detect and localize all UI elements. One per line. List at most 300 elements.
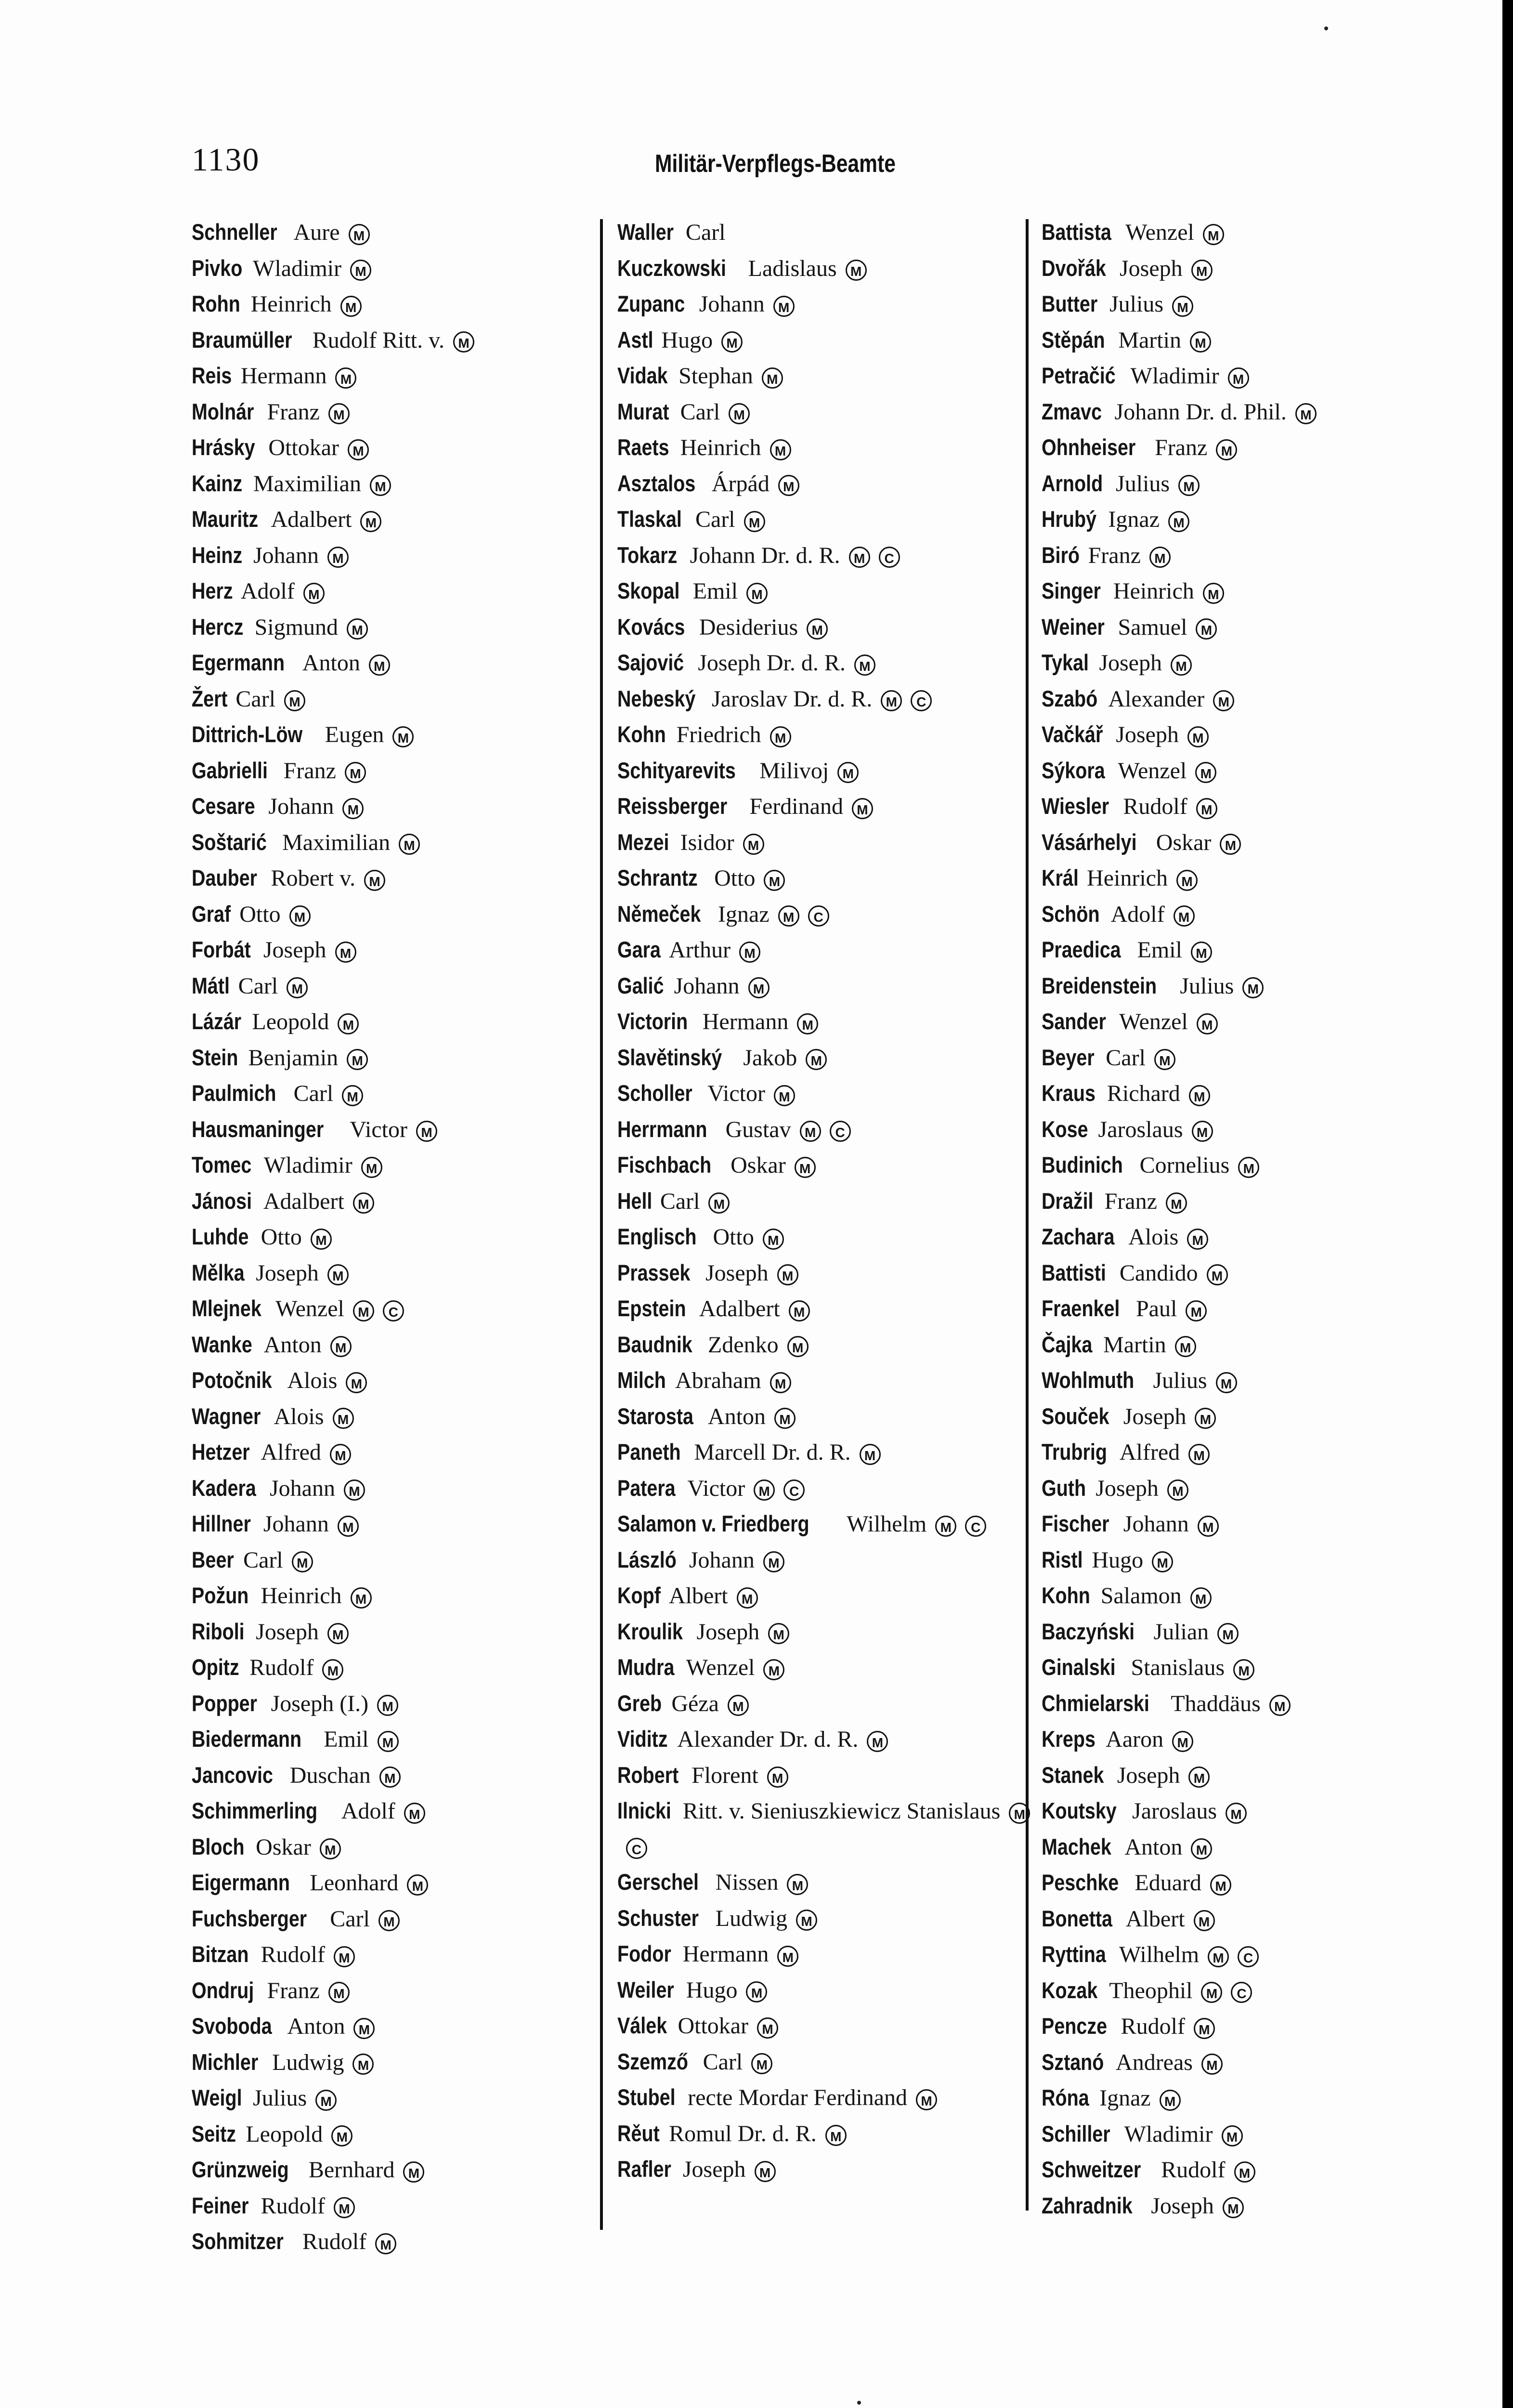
list-item	[192, 1399, 606, 1435]
c-circle-icon: C	[626, 1838, 647, 1859]
m-circle-icon: M	[1174, 905, 1195, 927]
list-item	[1042, 753, 1456, 789]
given-name: Anton	[287, 2014, 345, 2039]
surname: Cesare	[192, 793, 255, 819]
given-name: Ignaz	[718, 901, 770, 927]
given-name: Franz	[283, 758, 336, 784]
m-circle-icon: M	[347, 618, 368, 640]
m-circle-icon: M	[1198, 1516, 1219, 1537]
given-name: Victor	[707, 1081, 765, 1106]
list-item	[1042, 322, 1456, 358]
surname: Kroulik	[617, 1618, 683, 1644]
surname: Peschke	[1042, 1870, 1119, 1895]
m-circle-icon: M	[1197, 1013, 1218, 1034]
surname: Machek	[1042, 1833, 1111, 1859]
list-item	[1042, 788, 1456, 824]
m-circle-icon: M	[860, 1444, 881, 1465]
surname: Fraenkel	[1042, 1296, 1120, 1321]
given-name: Rudolf Ritt. v.	[312, 327, 444, 353]
m-circle-icon: M	[334, 1946, 355, 1967]
surname: Luhde	[192, 1224, 249, 1249]
surname: Viditz	[617, 1726, 668, 1752]
surname: Butter	[1042, 291, 1098, 316]
surname: Dražil	[1042, 1188, 1094, 1214]
m-circle-icon: M	[392, 726, 414, 747]
m-circle-icon: M	[795, 1157, 816, 1178]
given-name: Wenzel	[275, 1296, 344, 1322]
given-name: recte Mordar Ferdinand	[688, 2085, 908, 2110]
surname: Gara	[617, 937, 661, 962]
given-name: Rudolf	[261, 1942, 325, 1967]
list-item	[1042, 394, 1456, 430]
list-item	[1042, 860, 1456, 896]
given-name: Johann	[699, 291, 765, 317]
list-item	[192, 394, 606, 430]
surname: Lázár	[192, 1008, 242, 1034]
given-name: Martin	[1103, 1332, 1166, 1358]
given-name: Emil	[1137, 937, 1182, 963]
surname: Biedermann	[192, 1726, 302, 1752]
m-circle-icon: M	[800, 1121, 821, 1142]
surname: Slavětinský	[617, 1044, 722, 1070]
list-item	[617, 824, 1031, 861]
surname: Ondruj	[192, 1977, 254, 2003]
list-item	[617, 896, 1031, 932]
m-circle-icon: M	[743, 834, 764, 855]
list-item	[1042, 2044, 1456, 2081]
list-item	[617, 1434, 1031, 1470]
list-item	[192, 1614, 606, 1650]
surname: Wohlmuth	[1042, 1367, 1135, 1393]
given-name: Carl	[293, 1081, 334, 1106]
given-name: Adalbert	[699, 1296, 780, 1322]
m-circle-icon: M	[739, 942, 760, 963]
surname: Weiner	[1042, 614, 1105, 640]
surname: Kraus	[1042, 1080, 1096, 1106]
surname: Sýkora	[1042, 757, 1105, 783]
m-circle-icon: M	[1213, 690, 1234, 711]
surname: Vačkář	[1042, 721, 1103, 747]
surname: Bloch	[192, 1833, 245, 1859]
surname: Němeček	[617, 901, 701, 927]
list-item	[1042, 1614, 1456, 1650]
list-item	[1042, 1004, 1456, 1040]
m-circle-icon: M	[737, 1587, 758, 1609]
surname: Graf	[192, 901, 231, 927]
list-item	[1042, 1291, 1456, 1327]
surname: Milch	[617, 1367, 666, 1393]
given-name: Heinrich	[250, 291, 332, 317]
m-circle-icon: M	[1207, 1264, 1228, 1285]
given-name: Joseph	[1099, 650, 1162, 676]
list-item	[192, 2152, 606, 2188]
surname: Englisch	[617, 1224, 697, 1249]
surname: Murat	[617, 398, 669, 424]
m-circle-icon: M	[770, 1372, 791, 1393]
surname: Kozak	[1042, 1977, 1098, 2003]
list-item	[192, 717, 606, 753]
list-item	[192, 214, 606, 250]
m-circle-icon: M	[1187, 726, 1209, 747]
list-item	[617, 1291, 1031, 1327]
list-item	[1042, 1399, 1456, 1435]
given-name: Johann Dr. d. R.	[690, 542, 840, 568]
given-name: Wilhelm	[1119, 1942, 1200, 1967]
m-circle-icon: M	[1201, 2054, 1223, 2075]
list-item	[617, 1075, 1031, 1112]
list-item	[617, 1649, 1031, 1686]
list-item	[1042, 1362, 1456, 1399]
m-circle-icon: M	[1167, 1479, 1188, 1501]
m-circle-icon: M	[1269, 1695, 1291, 1716]
name-column-3	[1042, 214, 1456, 2224]
surname: Zupanc	[617, 291, 685, 316]
m-circle-icon: M	[1195, 762, 1216, 783]
list-item	[192, 681, 606, 717]
given-name: Franz	[267, 399, 320, 425]
list-item	[192, 968, 606, 1004]
surname: Kose	[1042, 1116, 1088, 1142]
given-name: Joseph (I.)	[271, 1690, 369, 1716]
given-name: Joseph	[696, 1619, 760, 1645]
given-name: Joseph Dr. d. R.	[698, 650, 846, 676]
given-name: Joseph	[1123, 1403, 1187, 1429]
list-item	[617, 1542, 1031, 1578]
list-item	[1042, 214, 1456, 250]
surname: Ristl	[1042, 1546, 1083, 1572]
surname: Scholler	[617, 1080, 692, 1106]
given-name: Adalbert	[271, 507, 352, 532]
given-name: Johann	[263, 1511, 329, 1537]
list-item	[192, 250, 606, 287]
given-name: Franz	[267, 1977, 320, 2003]
list-item	[192, 1578, 606, 1614]
surname: Greb	[617, 1690, 662, 1716]
m-circle-icon: M	[404, 1803, 425, 1824]
given-name: Aure	[293, 220, 340, 245]
surname: Čajka	[1042, 1331, 1093, 1357]
surname: Arnold	[1042, 470, 1103, 496]
given-name: Otto	[714, 865, 756, 891]
list-item	[1042, 1829, 1456, 1865]
surname: Weiler	[617, 1976, 674, 2002]
given-name: Rudolf	[1121, 2014, 1185, 2039]
list-item	[1042, 466, 1456, 502]
list-item	[192, 1470, 606, 1506]
given-name: Carl	[695, 507, 735, 532]
list-item	[617, 1900, 1031, 1937]
m-circle-icon: M	[1234, 2161, 1255, 2183]
list-item	[1042, 1327, 1456, 1363]
m-circle-icon: M	[796, 1910, 817, 1931]
surname: Stěpán	[1042, 327, 1105, 353]
surname: Tokarz	[617, 542, 678, 568]
given-name: Johann	[269, 1475, 335, 1501]
given-name: Hugo	[1092, 1547, 1144, 1573]
given-name: Franz	[1088, 542, 1141, 568]
m-circle-icon: M	[347, 1049, 368, 1070]
m-circle-icon: M	[344, 1479, 365, 1501]
surname: Heinz	[192, 542, 243, 568]
list-item	[617, 753, 1031, 789]
surname: Szemző	[617, 2048, 688, 2074]
m-circle-icon: M	[1217, 1623, 1239, 1644]
given-name: Benjamin	[248, 1045, 339, 1071]
surname: Grünzweig	[192, 2157, 289, 2182]
m-circle-icon: M	[729, 403, 750, 424]
surname: Schiller	[1042, 2120, 1110, 2146]
m-circle-icon: M	[777, 1946, 798, 1967]
surname: Stubel	[617, 2084, 676, 2110]
given-name: Carl	[680, 399, 720, 425]
surname: Sohmitzer	[192, 2228, 284, 2254]
given-name: Joseph	[256, 1260, 319, 1286]
m-circle-icon: M	[350, 260, 371, 281]
list-item	[617, 2008, 1031, 2044]
m-circle-icon: M	[340, 296, 362, 317]
m-circle-icon: M	[345, 762, 366, 783]
surname: Beyer	[1042, 1044, 1095, 1070]
surname: Budinich	[1042, 1152, 1123, 1178]
m-circle-icon: M	[416, 1121, 437, 1142]
list-item	[617, 358, 1031, 394]
m-circle-icon: M	[1210, 1874, 1231, 1896]
list-item	[192, 501, 606, 537]
list-item	[617, 1255, 1031, 1291]
given-name: Franz	[1155, 435, 1208, 460]
surname: Paneth	[617, 1439, 681, 1465]
given-name: Ottokar	[678, 2013, 749, 2039]
given-name: Jaroslaus	[1098, 1116, 1183, 1142]
surname: Fischer	[1042, 1511, 1109, 1536]
given-name: Eduard	[1135, 1870, 1201, 1896]
list-item	[617, 1470, 1031, 1506]
m-circle-icon: M	[1238, 1157, 1259, 1178]
given-name: Adolf	[341, 1798, 395, 1824]
surname: Rohn	[192, 291, 240, 316]
surname: Baczyński	[1042, 1618, 1135, 1644]
surname: Trubrig	[1042, 1439, 1107, 1465]
list-item	[1042, 717, 1456, 753]
given-name: Julius	[1109, 291, 1164, 317]
given-name: Emil	[324, 1727, 369, 1752]
list-item	[1042, 286, 1456, 322]
m-circle-icon: M	[335, 942, 356, 963]
list-item	[192, 645, 606, 681]
surname: Schneller	[192, 219, 277, 245]
surname: Seitz	[192, 2120, 236, 2146]
list-item	[617, 501, 1031, 537]
given-name: Cornelius	[1139, 1152, 1230, 1178]
surname: Guth	[1042, 1475, 1086, 1501]
given-name: Julius	[253, 2085, 307, 2111]
m-circle-icon: M	[1176, 870, 1198, 891]
c-circle-icon: C	[808, 905, 829, 927]
surname: Jancovic	[192, 1762, 273, 1788]
list-item	[617, 932, 1031, 968]
m-circle-icon: M	[1191, 942, 1212, 963]
surname: Koutsky	[1042, 1798, 1117, 1823]
m-circle-icon: M	[378, 1731, 399, 1752]
list-item	[617, 1686, 1031, 1722]
m-circle-icon: M	[1203, 224, 1224, 245]
list-item	[1042, 1578, 1456, 1614]
surname: Tlaskal	[617, 506, 682, 532]
given-name: Otto	[261, 1224, 302, 1250]
list-item	[617, 1362, 1031, 1399]
list-item	[617, 1936, 1031, 1972]
list-item	[1042, 1686, 1456, 1722]
surname: Sajović	[617, 650, 684, 675]
m-circle-icon: M	[773, 296, 795, 317]
surname: Schimmerling	[192, 1798, 318, 1823]
surname: Egermann	[192, 650, 285, 675]
m-circle-icon: M	[1208, 1946, 1229, 1967]
m-circle-icon: M	[1152, 1551, 1173, 1572]
given-name: Milivoj	[759, 758, 829, 784]
given-name: Friedrich	[676, 722, 761, 747]
surname: Král	[1042, 865, 1079, 890]
given-name: Joseph	[682, 2157, 746, 2182]
list-item	[192, 537, 606, 574]
m-circle-icon: M	[377, 1695, 398, 1716]
surname: Dvořák	[1042, 255, 1106, 281]
m-circle-icon: M	[774, 1408, 796, 1429]
given-name: Samuel	[1118, 614, 1187, 640]
m-circle-icon: M	[1194, 1910, 1215, 1931]
list-item	[1042, 1973, 1456, 2009]
surname: Feiner	[192, 2192, 249, 2218]
list-item	[192, 860, 606, 896]
given-name: Carl	[330, 1906, 370, 1932]
list-item	[1042, 824, 1456, 861]
list-item	[617, 681, 1031, 717]
surname: Mátl	[192, 972, 230, 998]
surname: Breidenstein	[1042, 972, 1157, 998]
surname: Reis	[192, 363, 232, 388]
m-circle-icon: M	[852, 798, 873, 819]
surname: Bitzan	[192, 1941, 249, 1967]
list-item	[1042, 1183, 1456, 1219]
given-name: Martin	[1118, 327, 1181, 353]
list-item	[192, 430, 606, 466]
given-name: Heinrich	[1087, 865, 1168, 891]
list-item	[1042, 1901, 1456, 1937]
surname: Ilnicki	[617, 1798, 671, 1823]
given-name: Carl	[703, 2049, 743, 2075]
m-circle-icon: M	[1223, 2197, 1244, 2218]
list-item	[192, 1040, 606, 1076]
given-name: Wilhelm	[847, 1511, 927, 1537]
surname: Skopal	[617, 578, 680, 603]
given-name: Alfred	[261, 1440, 321, 1465]
surname: Mudra	[617, 1654, 675, 1680]
given-name: Desiderius	[699, 614, 798, 640]
surname: Kovács	[617, 614, 685, 640]
surname: Zahradnik	[1042, 2192, 1133, 2218]
m-circle-icon: M	[342, 1085, 363, 1106]
list-item	[617, 1757, 1031, 1793]
list-item	[192, 1649, 606, 1686]
m-circle-icon: M	[867, 1731, 888, 1752]
m-circle-icon: M	[1172, 1731, 1193, 1752]
surname: Braumüller	[192, 327, 292, 353]
given-name: Jakob	[743, 1045, 797, 1071]
m-circle-icon: M	[346, 1372, 367, 1393]
given-name: Paul	[1135, 1296, 1177, 1322]
m-circle-icon: M	[353, 1300, 374, 1322]
list-item	[617, 573, 1031, 609]
given-name: Wenzel	[1119, 1009, 1188, 1034]
surname: Nebeský	[617, 685, 696, 711]
given-name: Anton	[708, 1403, 766, 1429]
given-name: Hugo	[661, 327, 713, 353]
given-name: Ritt. v. Sieniuszkiewicz Stanislaus	[682, 1798, 1001, 1824]
given-name: Wladimir	[253, 255, 342, 281]
surname: Molnár	[192, 398, 254, 424]
surname: Dittrich-Löw	[192, 721, 303, 747]
given-name: Carl	[660, 1188, 700, 1214]
given-name: Géza	[671, 1690, 719, 1716]
list-item	[192, 1075, 606, 1112]
m-circle-icon: M	[1166, 1192, 1187, 1214]
c-circle-icon: C	[879, 547, 900, 568]
m-circle-icon: M	[767, 1767, 788, 1788]
list-item	[617, 250, 1031, 287]
list-item	[1042, 430, 1456, 466]
list-item	[1042, 1434, 1456, 1470]
surname: Požun	[192, 1583, 249, 1608]
surname: Fuchsberger	[192, 1905, 307, 1931]
list-item	[1042, 1147, 1456, 1183]
m-circle-icon: M	[370, 475, 391, 496]
given-name: Candido	[1119, 1260, 1198, 1286]
list-item	[192, 1901, 606, 1937]
m-circle-icon: M	[825, 2125, 847, 2146]
given-name: Oskar	[730, 1152, 786, 1178]
m-circle-icon: M	[746, 583, 768, 604]
m-circle-icon: M	[797, 1013, 818, 1034]
list-item	[1042, 1542, 1456, 1578]
list-item	[1042, 1040, 1456, 1076]
list-item	[192, 1973, 606, 2009]
m-circle-icon: M	[1154, 1049, 1175, 1070]
list-item	[1042, 1506, 1456, 1542]
list-item	[192, 1434, 606, 1470]
given-name: Andreas	[1116, 2049, 1193, 2075]
surname: Riboli	[192, 1618, 245, 1644]
given-name: Albert	[1125, 1906, 1185, 1932]
list-item	[192, 1757, 606, 1793]
m-circle-icon: M	[1191, 1838, 1212, 1859]
list-item	[192, 609, 606, 645]
surname: Michler	[192, 2049, 259, 2075]
given-name: Abraham	[675, 1368, 761, 1393]
surname: Wanke	[192, 1331, 252, 1357]
surname: Stein	[192, 1044, 238, 1070]
given-name: Aaron	[1106, 1727, 1164, 1752]
m-circle-icon: M	[369, 654, 390, 676]
list-item	[1042, 1757, 1456, 1793]
list-item	[192, 2188, 606, 2224]
list-item	[192, 1721, 606, 1757]
m-circle-icon: M	[1189, 1085, 1210, 1106]
given-name: Joseph	[1117, 1762, 1180, 1788]
list-item	[1042, 1649, 1456, 1686]
surname: Bonetta	[1042, 1905, 1112, 1931]
surname: Astl	[617, 327, 653, 353]
m-circle-icon: M	[407, 1874, 428, 1896]
